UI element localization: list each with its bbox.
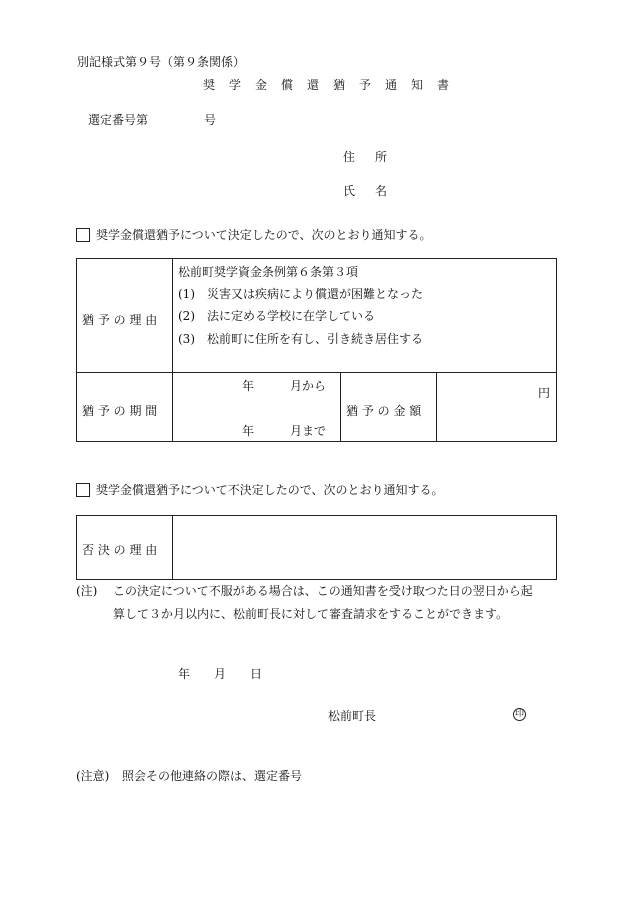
period-to: 年 月まで xyxy=(242,424,327,438)
deferral-reason-label: 猶 予 の 理 由 xyxy=(82,313,158,327)
reason-line: (1) 災害又は疾病により償還が困難となった xyxy=(178,287,423,301)
amount-unit: 円 xyxy=(538,386,551,400)
issue-date: 年 月 日 xyxy=(178,667,263,681)
note-label: (注) xyxy=(76,584,98,598)
address-label: 住 所 xyxy=(343,150,392,164)
non-decision-text: 奨学金償還猶予について不決定したので、次のとおり通知する。 xyxy=(96,483,444,497)
table-divider xyxy=(172,258,173,442)
reason-line: (3) 松前町に住所を有し、引き続き居住する xyxy=(178,332,423,346)
form-number: 別記様式第９号（第９条関係） xyxy=(77,55,246,69)
period-from: 年 月から xyxy=(242,379,327,393)
decision-checkbox[interactable] xyxy=(76,228,90,242)
deferral-period-label: 猶 予 の 期 間 xyxy=(82,404,158,418)
selection-number-suffix: 号 xyxy=(204,113,217,127)
footer-note-label: (注意) xyxy=(76,769,110,783)
deferral-amount-label: 猶 予 の 金 額 xyxy=(346,404,422,418)
name-label: 氏 名 xyxy=(343,184,392,198)
seal-mark: 印 xyxy=(514,709,524,719)
reason-line: (2) 法に定める学校に在学している xyxy=(178,309,375,323)
note-line-2: 算して３か月以内に、松前町長に対して審査請求をすることができます。 xyxy=(113,607,509,621)
table-divider xyxy=(340,372,341,442)
table-divider xyxy=(76,372,557,373)
note-line-1: この決定について不服がある場合は、この通知書を受け取つた日の翌日から起 xyxy=(113,584,533,598)
decision-text: 奨学金償還猶予について決定したので、次のとおり通知する。 xyxy=(96,228,432,242)
table-divider xyxy=(172,515,173,580)
rejection-reason-label: 否 決 の 理 由 xyxy=(82,543,158,557)
footer-note-text: 照会その他連絡の際は、選定番号 xyxy=(122,769,303,783)
table-divider xyxy=(436,372,437,442)
selection-number-prefix: 選定番号第 xyxy=(88,113,149,127)
reason-line: 松前町奨学資金条例第６条第３項 xyxy=(178,265,359,279)
document-title: 奨学金償還猶予通知書 xyxy=(203,78,464,92)
non-decision-checkbox[interactable] xyxy=(76,483,90,497)
issuer-title: 松前町長 xyxy=(328,709,377,723)
